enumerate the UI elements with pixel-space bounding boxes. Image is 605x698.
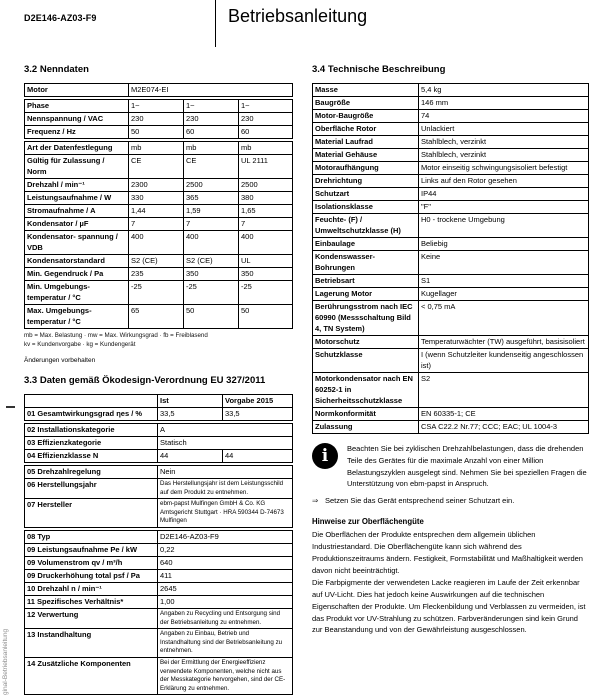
row-label: 02 Installationskategorie xyxy=(25,424,158,437)
oekodesign-table xyxy=(24,394,292,695)
row-value: 230 xyxy=(184,113,239,126)
row-label: Drehzahl / min⁻¹ xyxy=(25,179,129,192)
row-value: S2 xyxy=(419,373,589,408)
row-label: Lagerung Motor xyxy=(313,288,419,301)
row-label: Feuchte- (F) / Umweltschutzklasse (H) xyxy=(313,214,419,238)
row-label: Drehrichtung xyxy=(313,175,419,188)
row-label: 03 Effizienzkategorie xyxy=(25,437,158,450)
row-value: 44 xyxy=(158,450,223,463)
info-note xyxy=(312,443,588,490)
row-label: 09 Leistungsaufnahme Pe / kW xyxy=(25,543,158,556)
changes-note: Änderungen vorbehalten xyxy=(24,357,96,364)
table-row xyxy=(313,175,589,188)
row-value: 2500 xyxy=(184,179,239,192)
table-row xyxy=(25,305,293,329)
table-row xyxy=(313,123,589,136)
row-label: Motoraufhängung xyxy=(313,162,419,175)
row-value: Statisch xyxy=(158,437,293,450)
instruction-line xyxy=(312,495,588,506)
row-label: Zulassung xyxy=(313,421,419,434)
row-value: UL xyxy=(239,255,293,268)
table-row xyxy=(313,288,589,301)
row-label: Max. Umgebungs- temperatur / °C xyxy=(25,305,129,329)
table-group xyxy=(24,141,293,329)
row-value: M2E074-EI xyxy=(129,84,293,97)
row-value: 380 xyxy=(239,192,293,205)
table-row xyxy=(313,97,589,110)
table-row xyxy=(25,629,293,658)
row-value: Motor einseitig schwingungsisoliert befestigt xyxy=(419,162,589,175)
row-value: "F" xyxy=(419,201,589,214)
table-row xyxy=(25,450,293,463)
table-row xyxy=(25,543,293,556)
row-label: 08 Typ xyxy=(25,530,158,543)
row-value: 1,44 xyxy=(129,205,184,218)
row-value: Ist xyxy=(158,395,223,408)
margin-mark xyxy=(6,406,15,408)
row-value: Kugellager xyxy=(419,288,589,301)
row-value: 411 xyxy=(158,569,293,582)
table-row xyxy=(25,142,293,155)
table-row xyxy=(25,530,293,543)
row-label: Isolationsklasse xyxy=(313,201,419,214)
row-label: Gültig für Zulassung / Norm xyxy=(25,155,129,179)
arrow-icon: ⇒ xyxy=(312,496,319,506)
row-value: 1,59 xyxy=(184,205,239,218)
row-value: 2500 xyxy=(239,179,293,192)
row-label: 11 Spezifisches Verhältnis* xyxy=(25,595,158,608)
row-value: CE xyxy=(184,155,239,179)
row-label: 05 Drehzahlregelung xyxy=(25,466,158,479)
row-label: 04 Effizienzklasse N xyxy=(25,450,158,463)
table-row xyxy=(25,192,293,205)
row-label: 14 Zusätzliche Komponenten xyxy=(25,657,158,694)
row-value: 5,4 kg xyxy=(419,84,589,97)
row-value: 235 xyxy=(129,268,184,281)
row-value: 7 xyxy=(129,218,184,231)
row-value: mb xyxy=(129,142,184,155)
row-value: D2E146-AZ03-F9 xyxy=(158,530,293,543)
row-value: 1~ xyxy=(239,100,293,113)
row-value: < 0,75 mA xyxy=(419,301,589,336)
table-row xyxy=(25,218,293,231)
table-row xyxy=(313,84,589,97)
row-value: 400 xyxy=(129,231,184,255)
table-row xyxy=(25,437,293,450)
row-value: 350 xyxy=(239,268,293,281)
table-row xyxy=(313,149,589,162)
table-row xyxy=(25,205,293,218)
product-code: D2E146-AZ03-F9 xyxy=(24,13,97,23)
row-value: 50 xyxy=(129,126,184,139)
table-row xyxy=(25,231,293,255)
row-value: Temperaturwächter (TW) ausgeführt, basisisoliert xyxy=(419,336,589,349)
row-value: 230 xyxy=(239,113,293,126)
table-row xyxy=(25,499,293,528)
table-row xyxy=(313,201,589,214)
row-label: Normkonformität xyxy=(313,408,419,421)
row-label: 13 Instandhaltung xyxy=(25,629,158,658)
row-value: A xyxy=(158,424,293,437)
row-value: 60 xyxy=(184,126,239,139)
row-value: Vorgabe 2015 xyxy=(223,395,293,408)
row-value: H0 - trockene Umgebung xyxy=(419,214,589,238)
table-row xyxy=(313,373,589,408)
row-value: Bei der Ermittlung der Energieeffizienz verwendete Komponenten, welche nicht aus der Messkategorie hervorgehen, sind der CE-Erklärung zu entnehmen. xyxy=(158,657,293,694)
table-group xyxy=(24,99,293,139)
row-label: Kondensator- spannung / VDB xyxy=(25,231,129,255)
row-label: Schutzklasse xyxy=(313,349,419,373)
row-value: 230 xyxy=(129,113,184,126)
table-row xyxy=(313,275,589,288)
table-group xyxy=(24,394,293,421)
table-group xyxy=(24,530,293,695)
row-value: CE xyxy=(129,155,184,179)
table-row xyxy=(25,569,293,582)
table-row xyxy=(25,408,293,421)
row-value: S1 xyxy=(419,275,589,288)
surface-paragraph: Die Farbpigmente der verwendeten Lacke reagieren im Laufe der Zeit erkennbar auf UV-Licht. Dies hat jedoch keine Auswirkungen auf die technischen Eigenschaften der Produkte. Um Fleckenbildung und Verblassen zu vermeiden, ist das Produkt vor UV-Strahlung zu schützen. Farbveränderungen sind kein Grund zur Beanstandung und von der Gewährleistung ausgeschlossen. xyxy=(312,577,586,635)
table-row xyxy=(313,238,589,251)
table-row xyxy=(313,214,589,238)
row-value: 365 xyxy=(184,192,239,205)
table-row xyxy=(25,466,293,479)
table-row xyxy=(25,556,293,569)
table-row xyxy=(25,100,293,113)
row-value: mb xyxy=(184,142,239,155)
table-footnotes xyxy=(24,332,292,349)
section-heading-nenndaten: 3.2 Nenndaten xyxy=(24,64,89,75)
row-label: Motorkondensator nach EN 60252-1 in Sicherheitsschutzklasse xyxy=(313,373,419,408)
table-row xyxy=(25,657,293,694)
row-label: Art der Datenfestlegung xyxy=(25,142,129,155)
header-divider xyxy=(215,0,216,47)
row-value: -25 xyxy=(129,281,184,305)
row-label: 06 Herstellungsjahr xyxy=(25,479,158,499)
table-row xyxy=(25,395,293,408)
row-value: Angaben zu Recycling und Entsorgung sind der Betriebsanleitung zu entnehmen. xyxy=(158,608,293,628)
table-row xyxy=(25,281,293,305)
table-row xyxy=(25,608,293,628)
row-value: EN 60335-1; CE xyxy=(419,408,589,421)
nenndaten-table xyxy=(24,83,292,329)
row-value: 0,22 xyxy=(158,543,293,556)
row-value: Unlackiert xyxy=(419,123,589,136)
row-label xyxy=(25,395,158,408)
table-row xyxy=(25,255,293,268)
beschreibung-table xyxy=(312,83,588,434)
row-label: Phase xyxy=(25,100,129,113)
table-row xyxy=(313,162,589,175)
table-row xyxy=(25,424,293,437)
row-value: CSA C22.2 Nr.77; CCC; EAC; UL 1004-3 xyxy=(419,421,589,434)
row-label: Leistungsaufnahme / W xyxy=(25,192,129,205)
row-label: Kondenswasser- Bohrungen xyxy=(313,251,419,275)
table-group xyxy=(24,83,293,97)
page-title: Betriebsanleitung xyxy=(228,6,368,26)
table-row xyxy=(25,582,293,595)
row-value: 330 xyxy=(129,192,184,205)
table-group xyxy=(312,83,589,434)
table-row xyxy=(25,179,293,192)
section-heading-beschreibung: 3.4 Technische Beschreibung xyxy=(312,64,446,75)
row-label: Masse xyxy=(313,84,419,97)
row-value: Angaben zu Einbau, Betrieb und Instandhaltung sind der Betriebsanleitung zu entnehmen. xyxy=(158,629,293,658)
footnote-line: mb = Max. Belastung · mw = Max. Wirkungsgrad · fb = Freiblasend xyxy=(24,332,208,339)
table-row xyxy=(313,408,589,421)
table-row xyxy=(313,110,589,123)
row-label: 10 Drehzahl n / min⁻¹ xyxy=(25,582,158,595)
table-row xyxy=(25,268,293,281)
row-value: -25 xyxy=(184,281,239,305)
row-label: 12 Verwertung xyxy=(25,608,158,628)
row-value: 1~ xyxy=(184,100,239,113)
row-label: 01 Gesamtwirkungsgrad ηes / % xyxy=(25,408,158,421)
row-label: Min. Umgebungs- temperatur / °C xyxy=(25,281,129,305)
row-value: 2645 xyxy=(158,582,293,595)
row-value: S2 (CE) xyxy=(129,255,184,268)
left-column xyxy=(24,64,292,695)
row-label: Material Laufrad xyxy=(313,136,419,149)
row-label: 09 Volumenstrom qv / m³/h xyxy=(25,556,158,569)
row-value: 60 xyxy=(239,126,293,139)
row-value: -25 xyxy=(239,281,293,305)
row-value: Stahlblech, verzinkt xyxy=(419,149,589,162)
table-row xyxy=(313,188,589,201)
table-row xyxy=(313,136,589,149)
table-row xyxy=(25,84,293,97)
row-value: 350 xyxy=(184,268,239,281)
row-value: S2 (CE) xyxy=(184,255,239,268)
row-label: Motor xyxy=(25,84,129,97)
row-value: 146 mm xyxy=(419,97,589,110)
table-row xyxy=(313,301,589,336)
info-icon: i xyxy=(312,443,338,469)
row-value: 50 xyxy=(184,305,239,329)
row-value: I (wenn Schutzleiter kundenseitig angeschlossen ist) xyxy=(419,349,589,373)
row-value: 33,5 xyxy=(158,408,223,421)
row-value: mb xyxy=(239,142,293,155)
table-row xyxy=(25,479,293,499)
row-value: Links auf den Rotor gesehen xyxy=(419,175,589,188)
row-value: IP44 xyxy=(419,188,589,201)
row-label: Motorschutz xyxy=(313,336,419,349)
row-value: 7 xyxy=(184,218,239,231)
row-value: 400 xyxy=(184,231,239,255)
row-label: Oberfläche Rotor xyxy=(313,123,419,136)
row-value: Keine xyxy=(419,251,589,275)
row-label: Frequenz / Hz xyxy=(25,126,129,139)
row-value: Das Herstellungsjahr ist dem Leistungsschild auf dem Produkt zu entnehmen. xyxy=(158,479,293,499)
info-note-text: Beachten Sie bei zyklischen Drehzahlbelastungen, dass die drehenden Teile des Gerätes für die maximale Anzahl von einer Million Belastungszyklen ausgelegt sind. Nehmen Sie bei speziellen Fragen die Unterstützung von ebm-papst in Anspruch. xyxy=(347,444,587,489)
side-rotated-label: ginal-Betriebsanleitung xyxy=(2,628,9,695)
table-row xyxy=(313,251,589,275)
row-value: 400 xyxy=(239,231,293,255)
section-heading-oekodesign: 3.3 Daten gemäß Ökodesign-Verordnung EU 327/2011 xyxy=(24,375,266,386)
table-group xyxy=(24,423,293,463)
table-row xyxy=(25,595,293,608)
instruction-text: Setzen Sie das Gerät entsprechend seiner Schutzart ein. xyxy=(325,496,515,506)
row-value: 50 xyxy=(239,305,293,329)
row-label: Min. Gegendruck / Pa xyxy=(25,268,129,281)
row-label: 07 Hersteller xyxy=(25,499,158,528)
row-value: 33,5 xyxy=(223,408,293,421)
row-label: Betriebsart xyxy=(313,275,419,288)
row-label: Kondensatorstandard xyxy=(25,255,129,268)
row-label: 09 Druckerhöhung total psf / Pa xyxy=(25,569,158,582)
row-value: Stahlblech, verzinkt xyxy=(419,136,589,149)
row-value: 7 xyxy=(239,218,293,231)
row-value: Nein xyxy=(158,466,293,479)
surface-heading: Hinweise zur Oberflächengüte xyxy=(312,517,424,527)
table-row xyxy=(25,155,293,179)
right-column xyxy=(312,64,588,636)
table-row xyxy=(25,126,293,139)
row-value: 640 xyxy=(158,556,293,569)
surface-paragraph: Die Oberflächen der Produkte entsprechen dem allgemein üblichen Industriestandard. Die Oberflächengüte kann sich während des Produktionszeitraums ändern. Festigkeit, Formstabilität und Maßhaltigkeit werden davon nicht beeinträchtigt. xyxy=(312,530,583,575)
row-value: ebm-papst Mulfingen GmbH & Co. KG Amtsgericht Stuttgart · HRA 590344 D-74673 Mulfingen xyxy=(158,499,293,528)
row-value: 1,00 xyxy=(158,595,293,608)
table-group xyxy=(24,465,293,528)
row-label: Einbaulage xyxy=(313,238,419,251)
row-label: Baugröße xyxy=(313,97,419,110)
table-row xyxy=(313,421,589,434)
row-label: Motor-Baugröße xyxy=(313,110,419,123)
row-label: Kondensator / µF xyxy=(25,218,129,231)
row-label: Schutzart xyxy=(313,188,419,201)
footnote-line: kv = Kundenvorgabe · kg = Kundengerät xyxy=(24,340,136,348)
row-value: 1,65 xyxy=(239,205,293,218)
table-row xyxy=(313,349,589,373)
row-value: 65 xyxy=(129,305,184,329)
table-row xyxy=(313,336,589,349)
row-label: Berührungsstrom nach IEC 60990 (Messschaltung Bild 4, TN System) xyxy=(313,301,419,336)
row-value: UL 2111 xyxy=(239,155,293,179)
row-value: 44 xyxy=(223,450,293,463)
row-value: Beliebig xyxy=(419,238,589,251)
row-value: 2300 xyxy=(129,179,184,192)
row-label: Nennspannung / VAC xyxy=(25,113,129,126)
row-label: Material Gehäuse xyxy=(313,149,419,162)
row-label: Stromaufnahme / A xyxy=(25,205,129,218)
row-value: 1~ xyxy=(129,100,184,113)
row-value: 74 xyxy=(419,110,589,123)
table-row xyxy=(25,113,293,126)
